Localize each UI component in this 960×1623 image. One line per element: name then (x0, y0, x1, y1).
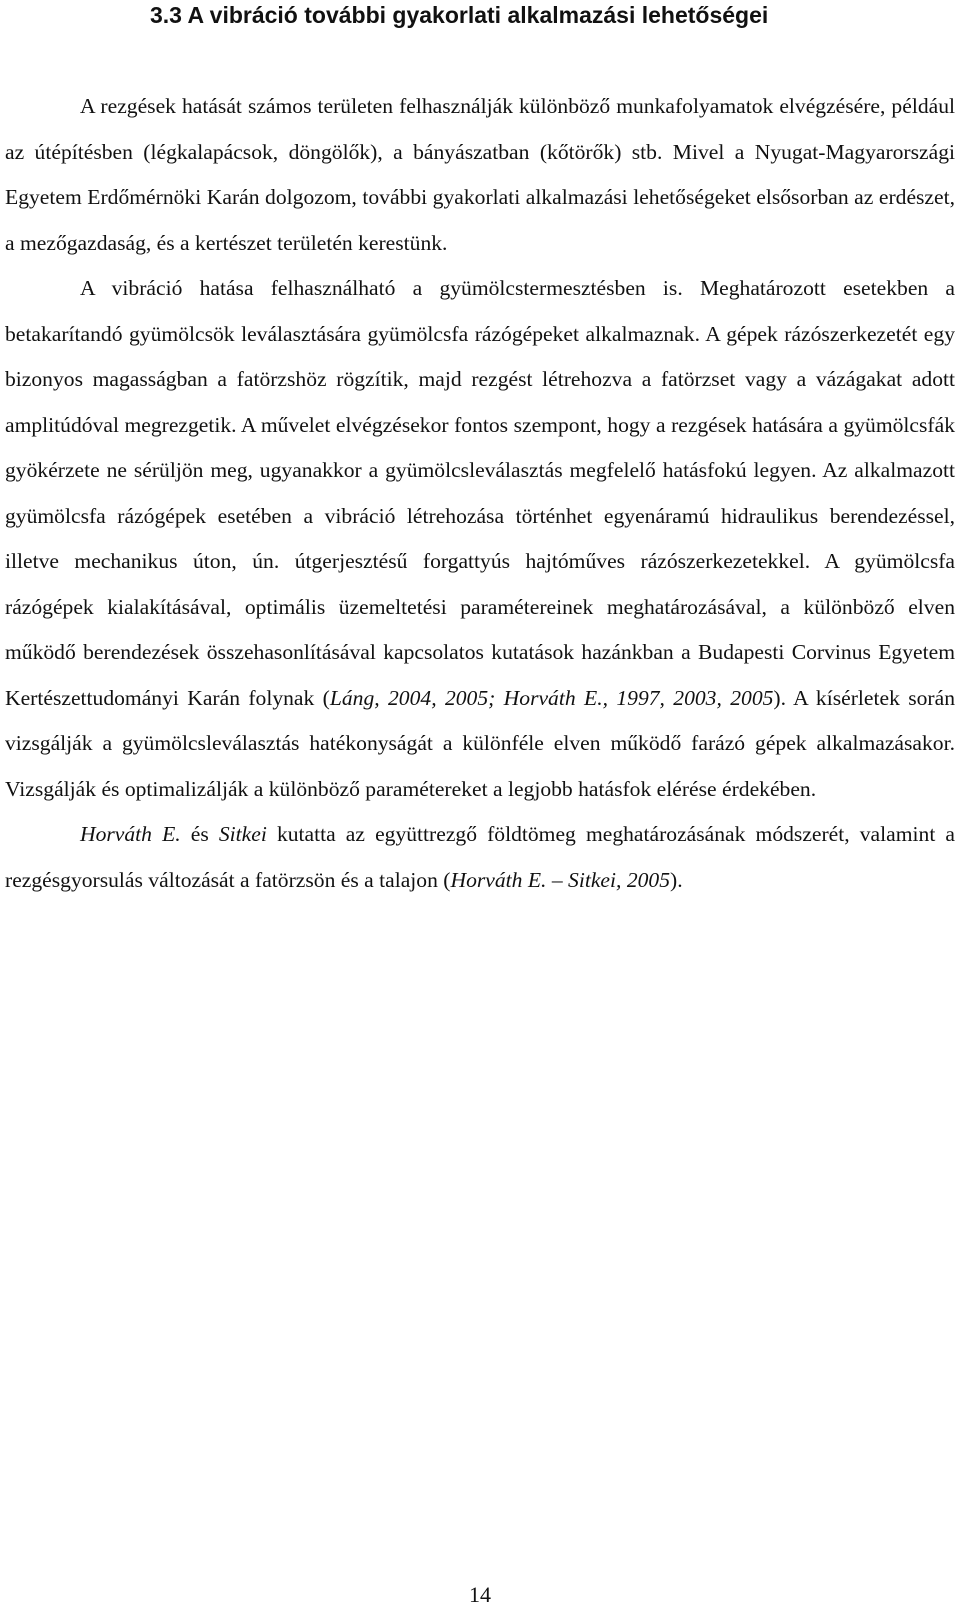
citation-lang-horvath: Láng, 2004, 2005; Horváth E., 1997, 2003, 2005 (329, 685, 774, 710)
paragraph-2 (5, 266, 955, 812)
paragraph-3-text-a: kutatta az együttrezgő földtömeg meghatározásának módszerét, valamint a rezgésgyorsulás változását a fatörzsön és a talajon ( (5, 822, 956, 892)
paragraph-3-text-b: ). (670, 867, 683, 892)
author-sitkei: Sitkei (218, 822, 267, 846)
connector-text: és (180, 822, 219, 846)
paragraph-2-text-a: A vibráció hatása felhasználható a gyümölcstermesztésben is. Meghatározott esetekben a betakarítandó gyümölcsök leválasztására gyümölcsfa rázógépeket alkalmaznak. A gépek rázószerkezetét egy bizonyos magasságban a fatörzshöz rögzítik, majd rezgést létrehozva a fatörzset vagy a vázágakat adott amplitúdóval megrezgetik. A művelet elvégzésekor fontos szempont, hogy a rezgések hatására a gyümölcsfák gyökérzete ne sérüljön meg, ugyanakkor a gyümölcsleválasztás megfelelő hatásfokú legyen. Az alkalmazott gyümölcsfa rázógépek esetében a vibráció létrehozása történhet egyenáramú hidraulikus berendezéssel, illetve mechanikus úton, ún. útgerjesztésű forgattyús hajtóműves rázószerkezetekkel. A gyümölcsfa rázógépek kialakításával, optimális üzemeltetési paramétereinek meghatározásával, a különböző elven működő berendezések összehasonlításával kapcsolatos kutatások hazánkban a Budapesti Corvinus Egyetem Kertészettudományi Karán folynak ( (5, 276, 955, 710)
page-number: 14 (469, 1582, 491, 1607)
section-heading: 3.3 A vibráció további gyakorlati alkalmazási lehetőségei (150, 2, 769, 28)
paragraph-3 (5, 812, 955, 903)
body-text (5, 84, 955, 903)
author-horvath: Horváth E. (80, 822, 181, 846)
citation-horvath-sitkei: Horváth E. – Sitkei, 2005 (450, 867, 671, 892)
paragraph-1: A rezgések hatását számos területen felhasználják különböző munkafolyamatok elvégzésére, például az útépítésben (légkalapácsok, döngölők), a bányászatban (kőtörők) stb. Mivel a Nyugat-Magyarországi Egyetem Erdőmérnöki Karán dolgozom, további gyakorlati alkalmazási lehetőségeket elsősorban az erdészet, a mezőgazdaság, és a kertészet területén kerestünk. (5, 94, 955, 255)
paragraph-2-text-b: ). A kísérletek során vizsgálják a gyümölcsleválasztás hatékonyságát a különféle elven működő farázó gépek alkalmazásakor. Vizsgálják és optimalizálják a különböző paramétereket a legjobb hatásfok elérése érdekében. (5, 685, 955, 801)
